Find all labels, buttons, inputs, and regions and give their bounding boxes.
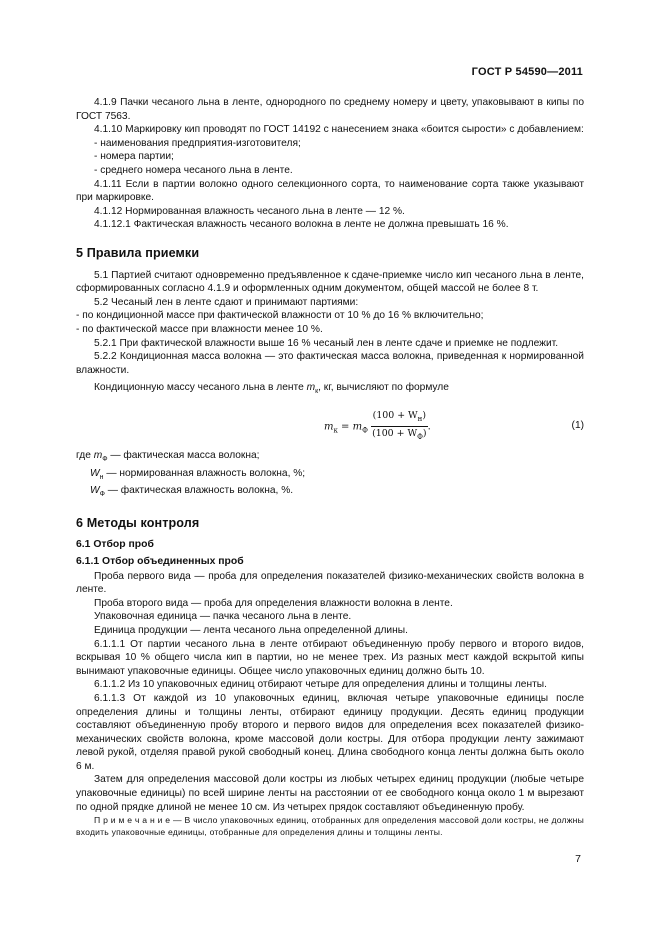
- page-number: 7: [575, 853, 581, 865]
- formula-subscript: Ф: [102, 455, 108, 463]
- formula-denominator: $(100 + W_Ф)$: [372, 428, 427, 442]
- formula-symbol: m: [352, 421, 363, 433]
- paragraph-text: 5.1 Партией считают одновременно предъявленное к сдаче-приемке число кип чесаного льна в ленте, сформированных согласно 4.1.9 и оформленных одним документом, общей массой не более 8 т.: [76, 269, 584, 295]
- list-item-text: - по фактической массе при влажности менее 10 %.: [76, 323, 323, 335]
- list-item: [76, 323, 584, 337]
- paragraph-6-1-1-1: [76, 638, 584, 679]
- where-line: [76, 467, 584, 485]
- formula-numerator: $(100 + W_н)$: [371, 409, 428, 427]
- paragraph-4-1-9: [76, 96, 584, 123]
- formula-number: (1): [571, 419, 584, 431]
- paragraph-text: Единица продукции — лента чесаного льна определенной длины.: [94, 624, 408, 636]
- paragraph-4-1-12: [76, 205, 584, 219]
- formula-equals: =: [337, 421, 353, 433]
- paragraph-6-1-1-3: [76, 692, 584, 774]
- formula-1: [76, 401, 584, 445]
- subsection-6-1-title: 6.1 Отбор проб: [76, 539, 154, 551]
- list-item: [76, 150, 584, 164]
- list-item: [76, 309, 584, 323]
- where-prefix: где: [76, 449, 94, 461]
- paragraph-text: 4.1.11 Если в партии волокно одного селекционного сорта, то наименование сорта также указывают при маркировке.: [76, 178, 584, 204]
- paragraph-text: 4.1.12 Нормированная влажность чесаного льна в ленте — 12 %.: [94, 205, 405, 217]
- paragraph: [76, 773, 584, 814]
- paragraph: [76, 610, 584, 624]
- where-text: — фактическая масса волокна;: [107, 449, 260, 461]
- paragraph-text: 4.1.10 Маркировку кип проводят по ГОСТ 14192 с нанесением знака «боится сырости» с добавлением:: [94, 124, 584, 136]
- formula-symbol: m: [306, 382, 316, 394]
- list-item: [76, 137, 584, 151]
- where-line: [76, 449, 584, 467]
- paragraph: [76, 624, 584, 638]
- paragraph-5-2-2: [76, 350, 584, 377]
- formula-subscript: н: [99, 473, 104, 481]
- paragraph-text: 6.1.1.2 Из 10 упаковочных единиц отбирают четыре для определения длины и толщины ленты.: [94, 679, 547, 691]
- list-item-text: - по кондиционной массе при фактической влажности от 10 % до 16 % включительно;: [76, 310, 484, 322]
- list-item-text: - номера партии;: [94, 151, 174, 163]
- paragraph-4-1-12-1: [76, 218, 584, 232]
- paragraph-text: 5.2 Чесаный лен в ленте сдают и принимают партиями:: [94, 296, 359, 308]
- formula-subscript: к: [315, 388, 319, 396]
- paragraph-text: Упаковочная единица — пачка чесаного льна в ленте.: [94, 611, 352, 623]
- paragraph-text: 6.1.1.1 От партии чесаного льна в ленте отбирают объединенную пробу первого и второго видов, вскрывая 10 % общего числа кип в партии, но не менее трех. Из разных мест каждой вскрытой кипы вынимают упаковочные единицы. Общее число упаковочных единиц должно быть 10.: [76, 638, 584, 677]
- formula-fraction: [371, 409, 428, 445]
- paragraph-4-1-10: [76, 123, 584, 137]
- section-5-title: 5 Правила приемки: [76, 245, 200, 260]
- paragraph-text: Проба первого вида — проба для определения показателей физико-механических свойств волокна в ленте.: [76, 570, 584, 596]
- formula-intro: [76, 381, 584, 399]
- formula-intro-text: Кондиционную массу чесаного льна в ленте: [94, 382, 307, 394]
- document-body: [76, 96, 584, 838]
- section-6-title: 6 Методы контроля: [76, 515, 200, 530]
- paragraph-4-1-11: [76, 178, 584, 205]
- paragraph-text: 4.1.12.1 Фактическая влажность чесаного волокна в ленте не должна превышать 16 %.: [94, 219, 509, 231]
- formula-symbol: m: [93, 449, 103, 461]
- formula-subscript: Ф: [99, 491, 105, 499]
- formula-symbol: W: [90, 485, 100, 497]
- where-line: [76, 484, 584, 502]
- formula-intro-text: , кг, вычисляют по формуле: [318, 382, 449, 394]
- paragraph-text: Проба второго вида — проба для определения влажности волокна в ленте.: [94, 597, 453, 609]
- note-text: П р и м е ч а н и е — В число упаковочных единиц, отобранных для определения массовой доли костры, не должны входить упаковочные единицы, отобранные для определения длины и толщины ленты.: [76, 815, 584, 838]
- paragraph-6-1-1-2: [76, 678, 584, 692]
- subsection-6-1-1-title: 6.1.1 Отбор объединенных проб: [76, 555, 244, 567]
- denominator-text: (100 + W: [372, 428, 418, 440]
- list-item-text: - наименования предприятия-изготовителя;: [94, 137, 301, 149]
- standard-header: ГОСТ Р 54590—2011: [471, 66, 583, 78]
- paragraph-5-2: [76, 296, 584, 310]
- formula-expression: $m_к = m_Ф$ $\frac{(100 + W_н)}{(100 + W_Ф)}$ .: [324, 409, 431, 445]
- list-item: [76, 164, 584, 178]
- paragraph-text: 5.2.2 Кондиционная масса волокна — это фактическая масса волокна, приведенная к нормированной влажности.: [76, 351, 584, 376]
- list-item-text: - среднего номера чесаного льна в ленте.: [94, 164, 293, 176]
- paragraph-text: Затем для определения массовой доли костры из любых четырех единиц продукции (любые четыре упаковочные единицы) по всей ширине ленты на расстоянии от ее свободного конца около 1 м вырезают по одной прядке длиной не менее 10 см. Из четырех прядок составляют объединенную пробу.: [76, 774, 584, 813]
- formula-subscript: Ф: [362, 426, 368, 435]
- paragraph-text: 4.1.9 Пачки чесаного льна в ленте, однородного по среднему номеру и цвету, упаковывают в кипы по ГОСТ 7563.: [76, 97, 584, 122]
- paragraph-5-2-1: [76, 337, 584, 351]
- paragraph-5-1: [76, 269, 584, 296]
- numerator-text: (100 + W: [372, 409, 418, 421]
- where-text: — нормированная влажность волокна, %;: [103, 467, 306, 479]
- formula-symbol: m: [324, 421, 334, 433]
- formula-symbol: W: [90, 467, 100, 479]
- paragraph-text: 5.2.1 При фактической влажности выше 16 % чесаный лен в ленте сдаче и приемке не подлежит.: [94, 337, 559, 349]
- formula-subscript: к: [333, 426, 338, 435]
- paragraph: [76, 570, 584, 597]
- formula-subscript: Ф: [417, 433, 423, 442]
- where-text: — фактическая влажность волокна, %.: [104, 485, 294, 497]
- paragraph-text: 6.1.1.3 От каждой из 10 упаковочных единиц, включая четыре упаковочные единицы после определения длины и толщины ленты, отбирают единицу продукции. Десять единиц продукции составляют объединенную пробу второго и первого видов для определения всех показателей физико-механических свойств волокна, кроме массовой доли костры. Для отбора продукции ленту зажимают левой рукой, отделяя правой рукой свободный конец. Длина свободного конца ленты должна быть около 6 м.: [76, 692, 584, 772]
- note: [76, 814, 584, 838]
- paragraph: [76, 597, 584, 611]
- formula-subscript: н: [417, 414, 423, 423]
